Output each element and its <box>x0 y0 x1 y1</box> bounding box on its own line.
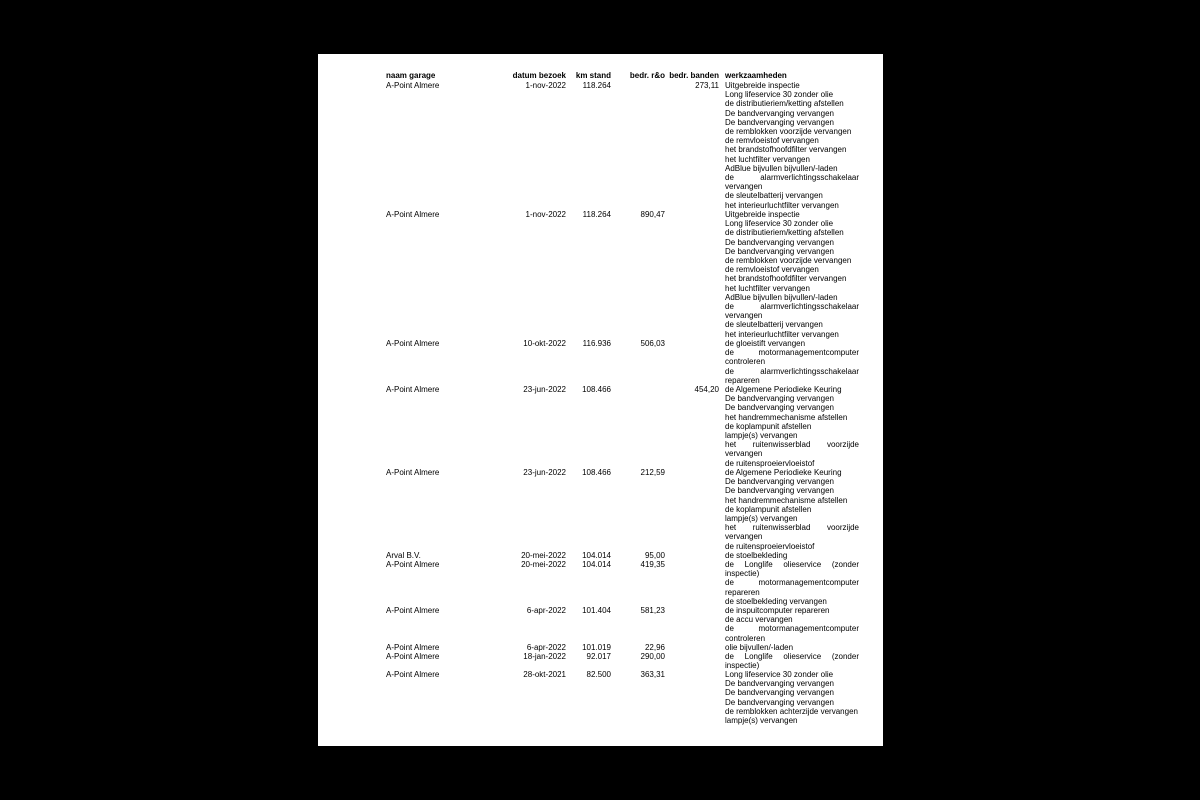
work-line: het brandstofhoofdfilter vervangen <box>725 274 847 284</box>
work-line: het interieurluchtfilter vervangen <box>725 329 839 339</box>
work-line: vervangen <box>725 182 763 192</box>
header-garage: naam garage <box>386 71 436 80</box>
visit-date: 1-nov-2022 <box>525 210 566 219</box>
work-line: het luchtfilter vervangen <box>725 283 810 293</box>
amount-ro: 890,47 <box>640 210 665 219</box>
work-line: het luchtfilter vervangen <box>725 154 810 164</box>
amount-tires: 273,11 <box>695 81 719 90</box>
garage-name: A-Point Almere <box>386 81 440 90</box>
garage-name: A-Point Almere <box>386 670 440 679</box>
km-reading: 82.500 <box>586 670 611 679</box>
garage-name: A-Point Almere <box>386 385 440 394</box>
garage-name: A-Point Almere <box>386 606 440 615</box>
work-line: de Algemene Periodieke Keuring <box>725 385 842 394</box>
garage-name: A-Point Almere <box>386 468 440 477</box>
header-work: werkzaamheden <box>725 71 787 80</box>
header-date: datum bezoek <box>512 71 566 80</box>
header-km: km stand <box>575 71 611 80</box>
work-line: de alarmverlichtingsschakelaar <box>725 302 859 311</box>
km-reading: 101.404 <box>582 606 611 615</box>
visit-date: 6-apr-2022 <box>526 606 566 615</box>
work-line: Uitgebreide inspectie <box>725 210 800 219</box>
amount-ro: 581,23 <box>640 606 665 615</box>
amount-ro: 419,35 <box>640 560 665 569</box>
visit-date: 1-nov-2022 <box>525 81 566 90</box>
amount-ro: 212,59 <box>640 468 665 477</box>
work-line: het handremmechanisme afstellen <box>725 495 848 505</box>
work-line: inspectie) <box>725 661 760 671</box>
km-reading: 92.017 <box>586 652 611 661</box>
work-line: Long lifeservice 30 zonder olie <box>725 90 834 100</box>
visit-date: 18-jan-2022 <box>523 652 566 661</box>
work-line: de stoelbekleding <box>725 551 788 560</box>
work-line: lampje(s) vervangen <box>725 716 798 725</box>
work-line: de accu vervangen <box>725 615 793 625</box>
work-line: de motormanagementcomputer <box>725 578 859 588</box>
garage-name: A-Point Almere <box>386 652 440 661</box>
work-line: De bandvervanging vervangen <box>725 403 834 413</box>
visit-date: 23-jun-2022 <box>523 385 566 394</box>
visit-date: 23-jun-2022 <box>523 468 566 477</box>
km-reading: 108.466 <box>582 385 611 394</box>
work-line: het brandstofhoofdfilter vervangen <box>725 145 847 155</box>
header-tires: bedr. banden <box>669 71 719 80</box>
work-line: repareren <box>725 375 760 385</box>
work-line: de gloeistift vervangen <box>725 339 806 348</box>
work-line: het ruitenwisserblad voorzijde <box>725 440 859 450</box>
km-reading: 101.019 <box>582 643 611 652</box>
work-line: vervangen <box>725 449 763 459</box>
work-line: AdBlue bijvullen bijvullen/-laden <box>725 292 838 302</box>
work-line: de ruitensproeiervloeistof <box>725 458 815 468</box>
work-line: de remblokken voorzijde vervangen <box>725 256 852 265</box>
work-line: De bandvervanging vervangen <box>725 237 834 247</box>
work-line: De bandvervanging vervangen <box>725 108 834 118</box>
km-reading: 104.014 <box>582 551 611 560</box>
garage-name: A-Point Almere <box>386 339 440 348</box>
visit-date: 20-mei-2022 <box>521 560 566 569</box>
amount-ro: 363,31 <box>640 670 665 679</box>
work-line: Long lifeservice 30 zonder olie <box>725 219 834 229</box>
garage-name: A-Point Almere <box>386 560 440 569</box>
work-line: De bandvervanging vervangen <box>725 117 834 127</box>
km-reading: 108.466 <box>582 468 611 477</box>
work-line: de alarmverlichtingsschakelaar <box>725 366 859 376</box>
work-line: de Algemene Periodieke Keuring <box>725 468 842 477</box>
garage-name: Arval B.V. <box>386 551 421 560</box>
work-line: Uitgebreide inspectie <box>725 81 800 90</box>
work-line: inspectie) <box>725 569 760 579</box>
work-line: de alarmverlichtingsschakelaar <box>725 173 859 182</box>
work-line: de remblokken voorzijde vervangen <box>725 127 852 136</box>
work-line: het handremmechanisme afstellen <box>725 412 848 422</box>
km-reading: 118.264 <box>582 81 611 90</box>
garage-name: A-Point Almere <box>386 210 440 219</box>
header-ro: bedr. r&o <box>629 71 665 80</box>
work-line: de sleutelbatterij vervangen <box>725 191 823 201</box>
work-line: de koplampunit afstellen <box>725 421 812 431</box>
km-reading: 116.936 <box>582 339 611 348</box>
work-line: de remvloeistof vervangen <box>725 136 819 146</box>
amount-ro: 22,96 <box>644 643 665 652</box>
work-line: De bandvervanging vervangen <box>725 486 834 496</box>
work-line: controleren <box>725 633 766 643</box>
garage-name: A-Point Almere <box>386 643 440 652</box>
amount-ro: 506,03 <box>640 339 665 348</box>
work-line: de inspuitcomputer repareren <box>725 606 830 615</box>
work-line: het interieurluchtfilter vervangen <box>725 200 839 210</box>
work-line: de remblokken achterzijde vervangen <box>725 706 858 716</box>
work-line: het ruitenwisserblad voorzijde <box>725 523 859 533</box>
document-page <box>318 54 883 746</box>
work-line: de distributieriem/ketting afstellen <box>725 228 844 238</box>
work-line: de ruitensproeiervloeistof <box>725 541 815 551</box>
work-line: controleren <box>725 357 766 367</box>
visit-date: 20-mei-2022 <box>521 551 566 560</box>
work-line: De bandvervanging vervangen <box>725 394 834 404</box>
work-line: lampje(s) vervangen <box>725 431 798 440</box>
visit-date: 10-okt-2022 <box>523 339 566 348</box>
amount-ro: 95,00 <box>644 551 665 560</box>
work-line: lampje(s) vervangen <box>725 514 798 523</box>
work-line: de distributieriem/ketting afstellen <box>725 99 844 109</box>
visit-date: 28-okt-2021 <box>523 670 566 679</box>
visit-date: 6-apr-2022 <box>526 643 566 652</box>
work-line: de Longlife olieservice (zonder <box>725 652 859 661</box>
work-line: AdBlue bijvullen bijvullen/-laden <box>725 163 838 173</box>
work-line: de motormanagementcomputer <box>725 624 859 634</box>
work-line: Long lifeservice 30 zonder olie <box>725 670 834 679</box>
work-line: de remvloeistof vervangen <box>725 265 819 275</box>
km-reading: 118.264 <box>582 210 611 219</box>
work-line: de stoelbekleding vervangen <box>725 596 827 606</box>
work-line: De bandvervanging vervangen <box>725 477 834 487</box>
work-line: repareren <box>725 587 760 597</box>
work-line: de motormanagementcomputer <box>725 348 859 358</box>
work-line: De bandvervanging vervangen <box>725 246 834 256</box>
km-reading: 104.014 <box>582 560 611 569</box>
amount-ro: 290,00 <box>640 652 665 661</box>
amount-tires: 454,20 <box>694 385 719 394</box>
work-line: De bandvervanging vervangen <box>725 688 834 698</box>
work-line: de Longlife olieservice (zonder <box>725 560 859 569</box>
work-line: De bandvervanging vervangen <box>725 697 834 707</box>
work-line: De bandvervanging vervangen <box>725 679 834 689</box>
work-line: de koplampunit afstellen <box>725 504 812 514</box>
work-line: vervangen <box>725 532 763 542</box>
work-line: olie bijvullen/-laden <box>725 643 794 652</box>
work-line: vervangen <box>725 311 763 321</box>
work-line: de sleutelbatterij vervangen <box>725 320 823 330</box>
